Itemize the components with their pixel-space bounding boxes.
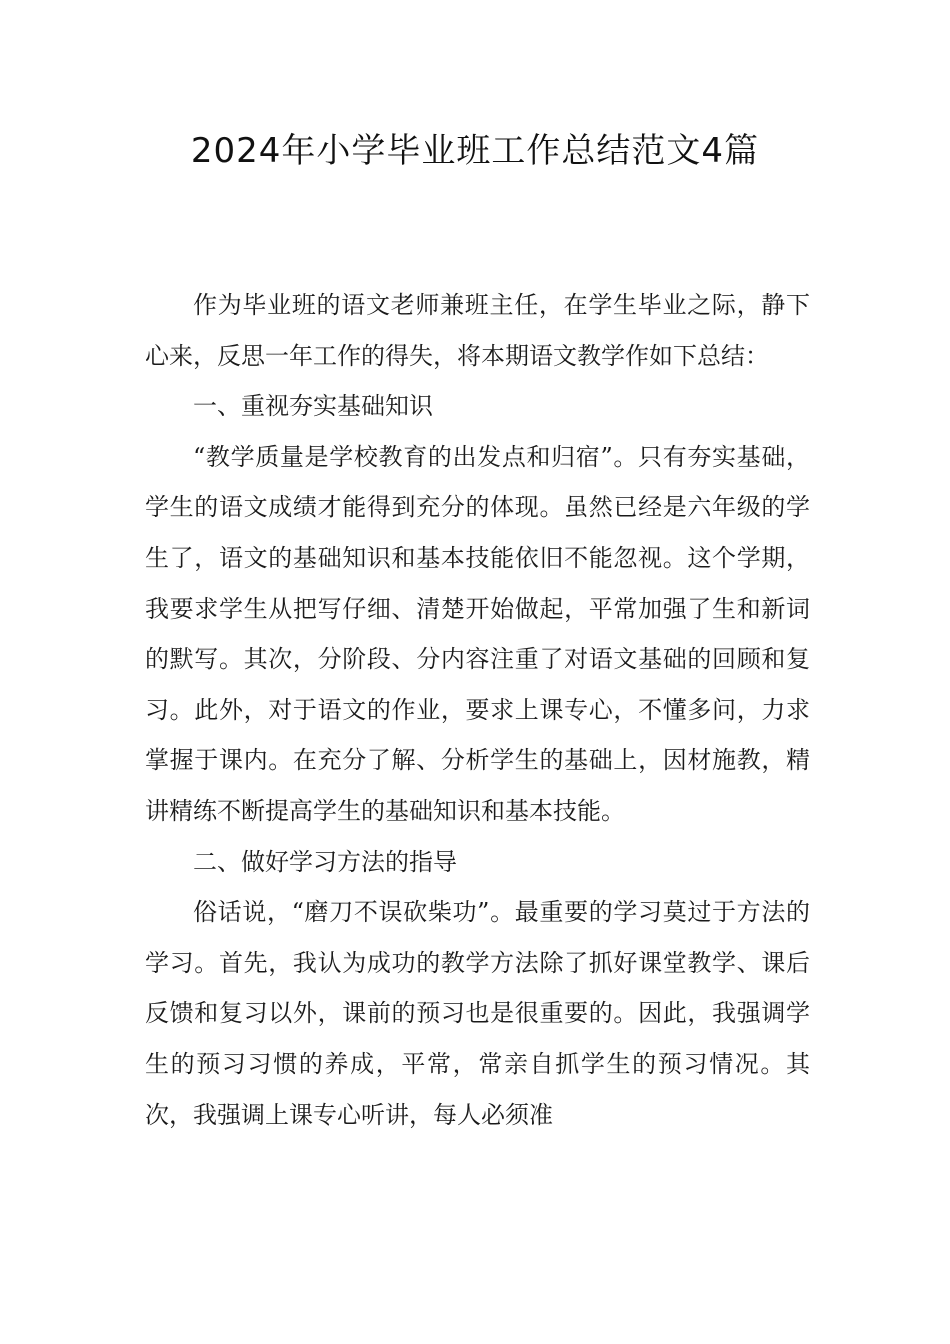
section-2-paragraph: 俗话说，“磨刀不误砍柴功”。最重要的学习莫过于方法的学习。首先，我认为成功的教学方法除了抓好课堂教学、课后反馈和复习以外，课前的预习也是很重要的。因此，我强调学生的预习习惯的养成，平常，常亲自抓学生的预习情况。其次，我强调上课专心听讲，每人必须准	[145, 898, 810, 1129]
section-1-paragraph: “教学质量是学校教育的出发点和归宿”。只有夯实基础，学生的语文成绩才能得到充分的体现。虽然已经是六年级的学生了，语文的基础知识和基本技能依旧不能忽视。这个学期，我要求学生从把写仔细、清楚开始做起，平常加强了生和新词的默写。其次，分阶段、分内容注重了对语文基础的回顾和复习。此外，对于语文的作业，要求上课专心，不懂多问，力求掌握于课内。在充分了解、分析学生的基础上，因材施教，精讲精练不断提高学生的基础知识和基本技能。	[145, 442, 810, 825]
section-heading-1: 一、重视夯实基础知识	[193, 392, 433, 421]
section-heading-2: 二、做好学习方法的指导	[193, 847, 457, 876]
document-title: 2024年小学毕业班工作总结范文4篇	[190, 131, 760, 171]
intro-paragraph: 作为毕业班的语文老师兼班主任，在学生毕业之际，静下心来，反思一年工作的得失，将本期语文教学作如下总结：	[145, 291, 810, 370]
document-body	[145, 280, 810, 1140]
